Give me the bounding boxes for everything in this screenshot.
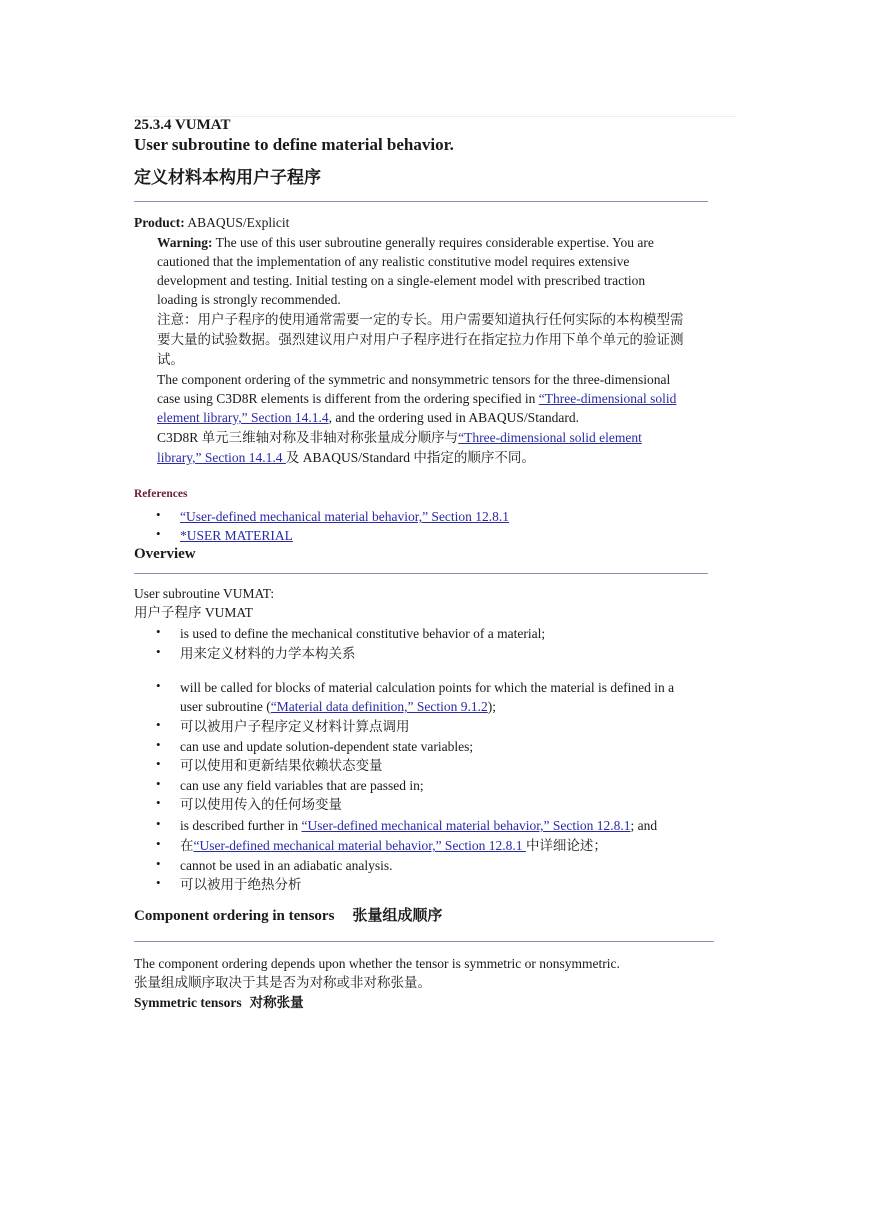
overview-intro-en: User subroutine VUMAT: — [134, 586, 275, 601]
ref-link-user-defined-mechanical[interactable]: “User-defined mechanical material behavior,” Section 12.8.1 — [180, 509, 510, 524]
ordering-line-en: The component ordering depends upon whether the tensor is symmetric or nonsymmetric. — [134, 956, 620, 971]
ordering-note-3 — [157, 408, 579, 427]
section-divider-1 — [134, 201, 708, 202]
warning-zh-3: 试。 — [157, 352, 184, 367]
link-3d-solid-element-library[interactable]: “Three-dimensional solid — [538, 391, 677, 406]
component-ordering-heading-zh: 张量组成顺序 — [352, 908, 443, 924]
overview-item-2-zh: 可以被用户子程序定义材料计算点调用 — [180, 719, 410, 734]
overview-item-2-en-2 — [180, 697, 496, 716]
ordering-line-zh: 张量组成顺序取决于其是否为对称或非对称张量。 — [134, 975, 431, 990]
ref-link-user-material[interactable]: *USER MATERIAL — [180, 528, 293, 543]
overview-item-2-en-1: will be called for blocks of material calculation points for which the material is defined in a — [180, 680, 675, 695]
overview-item-3-en: can use and update solution-dependent state variables; — [180, 739, 474, 754]
bullet: • — [156, 644, 161, 659]
component-ordering-heading — [134, 904, 442, 925]
ordering-note-2 — [157, 389, 676, 408]
warning-zh-2: 要大量的试验数据。强烈建议用户对用户子程序进行在指定拉力作用下单个单元的验证测 — [157, 332, 684, 347]
symmetric-tensors-zh: 对称张量 — [249, 995, 304, 1010]
product-value: ABAQUS/Explicit — [184, 215, 290, 230]
overview-item-3-zh: 可以使用和更新结果依赖状态变量 — [180, 758, 383, 773]
warning-label: Warning: — [157, 235, 213, 250]
overview-item-5-zh-text: 在 — [180, 838, 194, 853]
warning-line-1 — [157, 233, 654, 252]
overview-item-5-en-end: ; and — [630, 818, 658, 833]
product-label: Product: — [134, 215, 185, 230]
bullet: • — [156, 756, 161, 771]
overview-item-5-en-text: is described further in — [180, 818, 302, 833]
overview-item-4-zh: 可以使用传入的任何场变量 — [180, 797, 342, 812]
bullet: • — [156, 737, 161, 752]
overview-item-2-en-2-text: user subroutine ( — [180, 699, 271, 714]
link-3d-solid-element-library-cont[interactable]: element library,” Section 14.1.4 — [157, 410, 329, 425]
ordering-note-zh-2 — [157, 448, 535, 467]
overview-item-4-en: can use any field variables that are passed in; — [180, 778, 424, 793]
overview-item-5-zh-end: 中详细论述； — [525, 838, 607, 853]
warning-zh-1: 注意：用户子程序的使用通常需要一定的专长。用户需要知道执行任何实际的本构模型需 — [157, 312, 684, 327]
section-number-title: 25.3.4 VUMAT — [134, 117, 231, 133]
ordering-note-2-text: case using C3D8R elements is different from the ordering specified in — [157, 391, 539, 406]
section-title-en: User subroutine to define material behavior. — [134, 135, 454, 154]
symmetric-tensors-en: Symmetric tensors — [134, 995, 242, 1010]
bullet: • — [156, 678, 161, 693]
ordering-note-zh-1 — [157, 428, 642, 447]
warning-text-3: development and testing. Initial testing on a single-element model with prescribed traction — [157, 273, 646, 288]
link-zh-3d-solid-element-library-cont[interactable]: library,” Section 14.1.4 — [157, 450, 286, 465]
bullet: • — [156, 717, 161, 732]
product-line — [134, 213, 289, 232]
link-zh-user-defined-mechanical[interactable]: “User-defined mechanical material behavior,” Section 12.8.1 — [193, 838, 526, 853]
link-user-defined-mechanical[interactable]: “User-defined mechanical material behavior,” Section 12.8.1 — [301, 818, 631, 833]
symmetric-tensors-subheading — [134, 993, 304, 1012]
warning-text-4: loading is strongly recommended. — [157, 292, 341, 307]
overview-item-2-en-2-end: ); — [487, 699, 497, 714]
link-zh-3d-solid-element-library[interactable]: “Three-dimensional solid element — [458, 430, 642, 445]
bullet: • — [156, 624, 161, 639]
overview-item-6-zh: 可以被用于绝热分析 — [180, 877, 302, 892]
warning-text-2: cautioned that the implementation of any realistic constitutive model requires extensive — [157, 254, 630, 269]
bullet: • — [156, 507, 161, 522]
section-divider-3 — [134, 941, 714, 942]
bullet: • — [156, 816, 161, 831]
overview-intro-zh: 用户子程序 VUMAT — [134, 605, 253, 620]
ordering-note-1: The component ordering of the symmetric and nonsymmetric tensors for the three-dimensional — [157, 372, 671, 387]
section-title-zh: 定义材料本构用户子程序 — [134, 168, 321, 187]
ordering-note-zh-2-text: 及 ABAQUS/Standard 中指定的顺序不同。 — [285, 450, 535, 465]
overview-item-5-en — [180, 816, 657, 835]
bullet: • — [156, 776, 161, 791]
overview-item-6-en: cannot be used in an adiabatic analysis. — [180, 858, 393, 873]
overview-item-1-zh: 用来定义材料的力学本构关系 — [180, 646, 356, 661]
overview-item-1-en: is used to define the mechanical constitutive behavior of a material; — [180, 626, 546, 641]
references-heading: References — [134, 488, 188, 500]
section-divider-2 — [134, 573, 708, 574]
warning-text-1: The use of this user subroutine generally requires considerable expertise. You are — [212, 235, 654, 250]
ordering-note-3-text: , and the ordering used in ABAQUS/Standard. — [328, 410, 580, 425]
component-ordering-heading-en: Component ordering in tensors — [134, 908, 335, 924]
link-material-data-definition[interactable]: “Material data definition,” Section 9.1.2 — [270, 699, 488, 714]
ordering-note-zh-1-text: C3D8R 单元三维轴对称及非轴对称张量成分顺序与 — [157, 430, 459, 445]
bullet: • — [156, 795, 161, 810]
overview-item-5-zh — [180, 836, 607, 855]
bullet: • — [156, 856, 161, 871]
bullet: • — [156, 836, 161, 851]
bullet: • — [156, 875, 161, 890]
bullet: • — [156, 526, 161, 541]
overview-heading: Overview — [134, 546, 196, 562]
